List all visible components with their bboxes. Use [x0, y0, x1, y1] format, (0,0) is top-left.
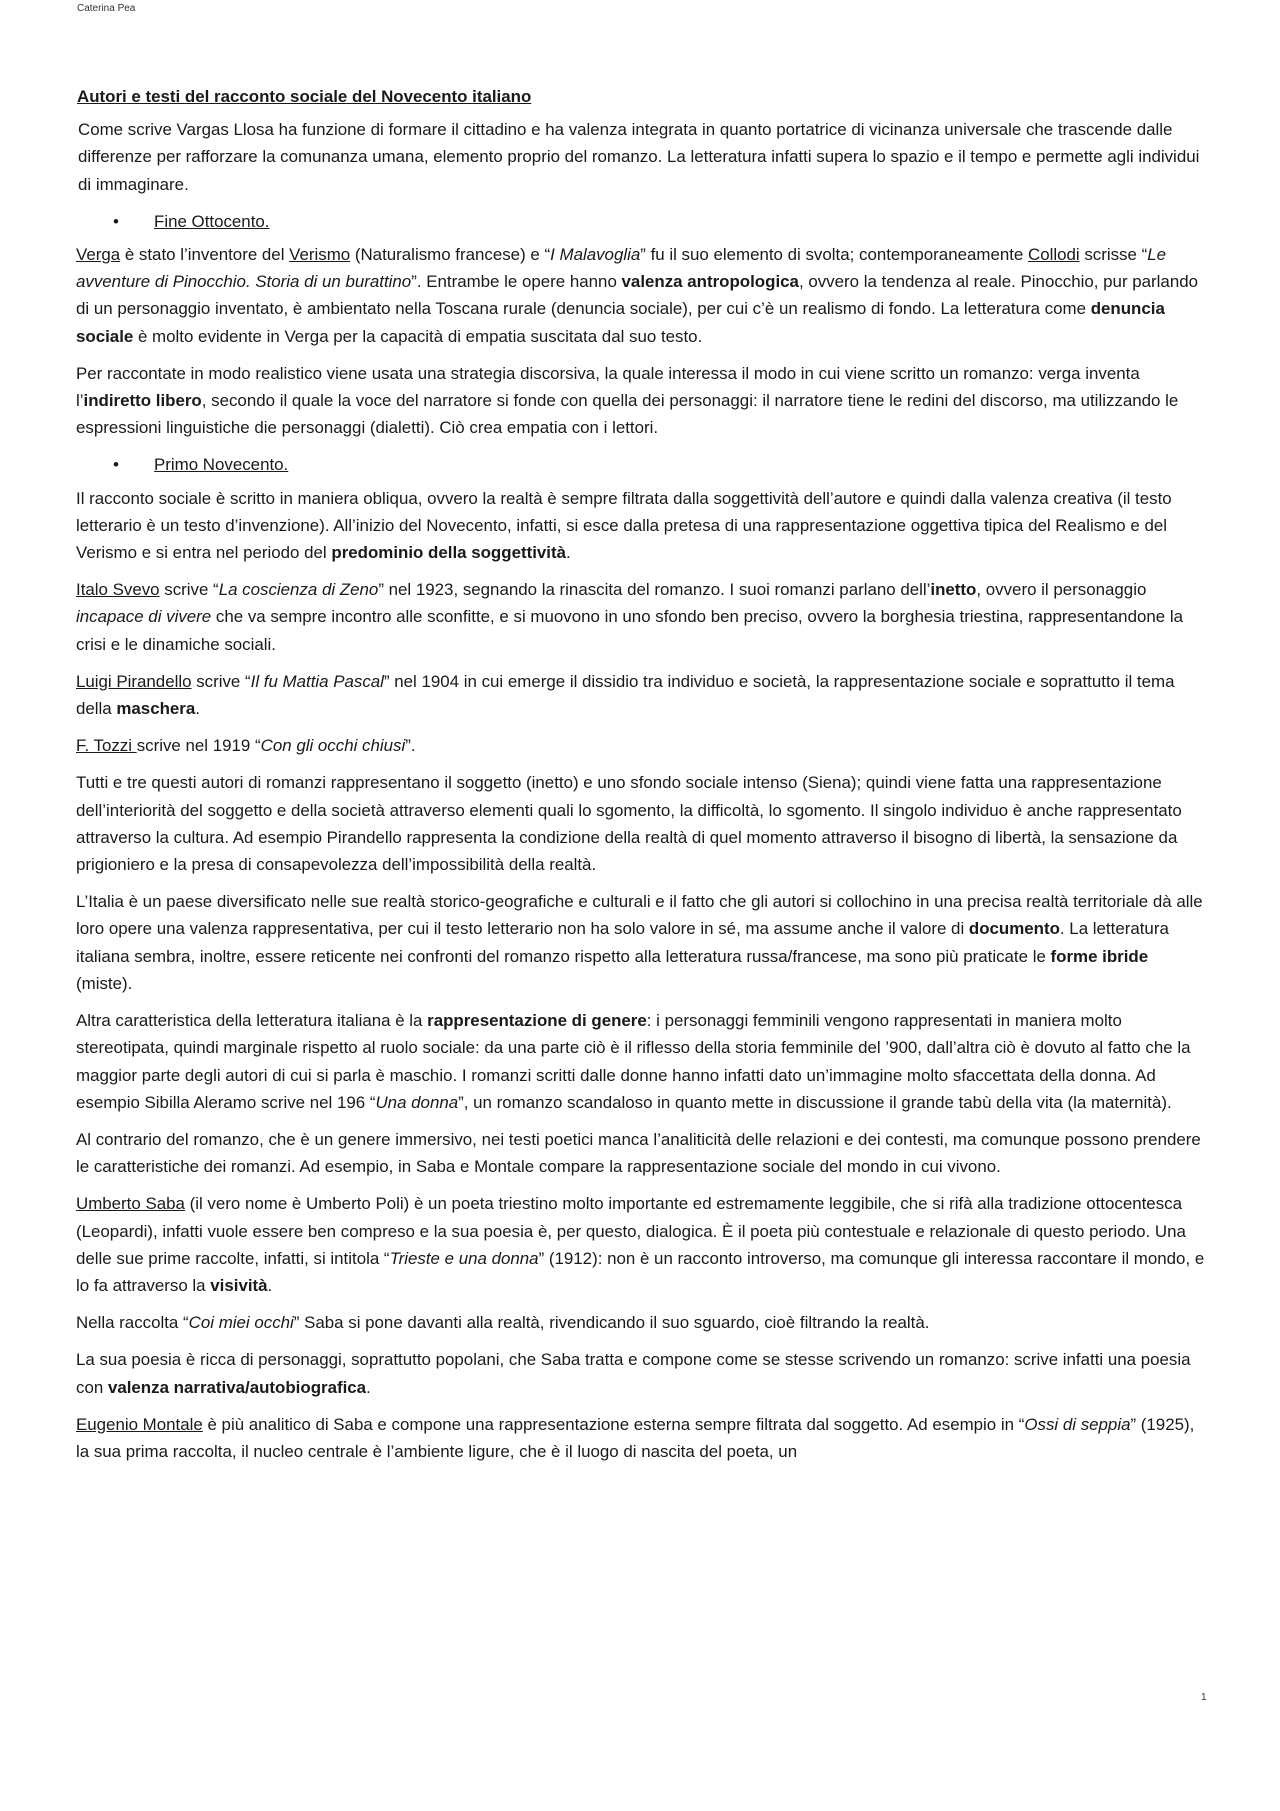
author-collodi: Collodi: [1028, 245, 1080, 265]
author-tozzi: F. Tozzi: [76, 736, 137, 756]
verga-paragraph: Verga è stato l’inventore del Verismo (Naturalismo francese) e “I Malavoglia” fu il suo elemento di svolta; contemporaneamente Collodi scrisse “Le avventure di Pinocchio. Storia di un burattino”. Entrambe le opere hanno valenza antropologica, ovvero la tendenza al reale. Pinocchio, pur parlando di un personaggio inventato, è ambientato nella Toscana rurale (denuncia sociale), per cui c’è un realismo di fondo. La letteratura come denuncia sociale è molto evidente in Verga per la capacità di empatia suscitata dal suo testo.: [76, 245, 1198, 346]
author-verga: Verga: [76, 245, 121, 265]
work-title: La coscienza di Zeno: [218, 580, 379, 600]
key-term: maschera: [116, 699, 196, 719]
work-title: Il fu Mattia Pascal: [250, 671, 384, 691]
section-heading-label: Primo Novecento.: [154, 455, 289, 475]
bullet-icon: •: [113, 455, 119, 475]
strategia-paragraph: Per raccontate in modo realistico viene usata una strategia discorsiva, la quale interessa il modo in cui viene scritto un romanzo: verga inventa l’indiretto libero, secondo il quale la voce del narratore si fonde con quella dei personaggi: il narratore tiene le redini del discorso, ma utilizzando le espressioni linguistiche die personaggi (dialetti). Ciò crea empatia con i lettori.: [76, 363, 1179, 438]
document-body: [76, 83, 1206, 1475]
header-author: Caterina Pea: [77, 3, 136, 14]
racconto-paragraph: Il racconto sociale è scritto in maniera obliqua, ovvero la realtà è sempre filtrata dalla soggettività dell’autore e quindi dalla valenza creativa (il testo letterario è un testo d’invenzione). All’inizio del Novecento, infatti, si esce dalla pretesa di una rappresentazione oggettiva tipica del Realismo e del Verismo e si entra nel periodo del predominio della soggettività.: [76, 488, 1172, 563]
key-phrase: incapace di vivere: [76, 607, 212, 627]
svevo-paragraph: Italo Svevo scrive “La coscienza di Zeno” nel 1923, segnando la rinascita del romanzo. I suoi romanzi parlano dell’inetto, ovvero il personaggio incapace di vivere che va sempre incontro alle sconfitte, e si muovono in uno sfondo ben preciso, ovvero la borghesia triestina, rappresentandone la crisi e le dinamiche sociali.: [76, 580, 1183, 654]
author-saba: Umberto Saba: [76, 1194, 185, 1214]
key-term: indiretto libero: [83, 391, 202, 411]
work-title: I Malavoglia: [550, 245, 641, 265]
tozzi-paragraph: F. Tozzi scrive nel 1919 “Con gli occhi chiusi”.: [76, 736, 416, 756]
work-title: Le avventure di Pinocchio. Storia di un burattino: [76, 245, 1167, 292]
key-term: predominio della soggettività: [331, 543, 567, 563]
section-heading-label: Fine Ottocento.: [154, 211, 270, 231]
work-title: Trieste e una donna: [389, 1248, 539, 1268]
personaggi-paragraph: La sua poesia è ricca di personaggi, soprattutto popolani, che Saba tratta e compone come se stesse scrivendo un romanzo: scrive infatti una poesia con valenza narrativa/autobiografica.: [76, 1350, 1191, 1397]
author-montale: Eugenio Montale: [76, 1414, 203, 1434]
key-term: inetto: [930, 580, 977, 600]
pirandello-paragraph: Luigi Pirandello scrive “Il fu Mattia Pascal” nel 1904 in cui emerge il dissidio tra individuo e società, la rappresentazione sociale e soprattutto il tema della maschera.: [76, 671, 1175, 719]
work-title: Una donna: [375, 1092, 459, 1112]
italia-paragraph: L’Italia è un paese diversificato nelle sue realtà storico-geografiche e culturali e il fatto che gli autori si collochino in una precisa realtà territoriale dà alle loro opere una valenza rappresentativa, per cui il testo letterario non ha solo valore in sé, ma assume anche il valore di documento. La letteratura italiana sembra, inoltre, essere reticente nei confronti del romanzo rispetto alla letteratura russa/francese, ma sono più praticate le forme ibride (miste).: [76, 892, 1203, 993]
saba-paragraph: Umberto Saba (il vero nome è Umberto Poli) è un poeta triestino molto importante ed estremamente leggibile, che si rifà alla tradizione ottocentesca (Leopardi), infatti vuole essere ben compreso e la sua poesia è, per questo, dialogica. È il poeta più contestuale e relazionale di questo periodo. Una delle sue prime raccolte, infatti, si intitola “Trieste e una donna” (1912): non è un racconto introverso, ma comunque gli interessa raccontare il mondo, e lo fa attraverso la visività.: [76, 1194, 1205, 1295]
key-term: forme ibride: [1050, 946, 1149, 966]
key-term: visività: [210, 1275, 268, 1295]
tutti-paragraph: Tutti e tre questi autori di romanzi rappresentano il soggetto (inetto) e uno sfondo sociale intenso (Siena); quindi viene fatta una rappresentazione dell’interiorità del soggetto e della società attraverso elementi quali lo sgomento, la difficoltà, lo sgomento. Il singolo individuo è anche rappresentato attraverso la cultura. Ad esempio Pirandello rappresenta la condizione della realtà di quel momento attraverso il bisogno di libertà, la sensazione da prigioniero e la presa di consapevolezza dell’impossibilità della realtà.: [76, 773, 1182, 875]
bullet-icon: •: [113, 211, 119, 231]
work-title: Coi miei occhi: [188, 1313, 294, 1333]
section-heading-fine-ottocento: [76, 208, 1206, 235]
genere-paragraph: Altra caratteristica della letteratura italiana è la rappresentazione di genere: i personaggi femminili vengono rappresentati in maniera molto stereotipata, quindi marginale rispetto al ruolo sociale: da una parte ciò è il riflesso della storia femminile del ’900, dall’altra ciò è dovuto al fatto che la maggior parte degli autori di cui si parla è maschio. I romanzi scritti dalle donne hanno infatti dato un’immagine molto sfaccettata della donna. Ad esempio Sibilla Aleramo scrive nel 196 “Una donna”, un romanzo scandaloso in quanto mette in discussione il grande tabù della vita (la maternità).: [76, 1011, 1191, 1112]
page-number: 1: [1201, 1692, 1207, 1703]
key-term: documento: [968, 919, 1060, 939]
work-title: Con gli occhi chiusi: [260, 736, 406, 756]
section-heading-primo-novecento: [76, 451, 1206, 478]
key-term: denuncia sociale: [76, 299, 1165, 346]
author-pirandello: Luigi Pirandello: [76, 671, 192, 691]
intro-paragraph: Come scrive Vargas Llosa ha funzione di formare il cittadino e ha valenza integrata in quanto portatrice di vicinanza universale che trascende dalle differenze per rafforzare la comunanza umana, elemento proprio del romanzo. La letteratura infatti supera lo spazio e il tempo e permette agli individui di immaginare.: [78, 120, 1200, 194]
page-title: Autori e testi del racconto sociale del Novecento italiano: [77, 87, 532, 106]
montale-paragraph: Eugenio Montale è più analitico di Saba e compone una rappresentazione esterna sempre filtrata dal soggetto. Ad esempio in “Ossi di seppia” (1925), la sua prima raccolta, il nucleo centrale è l’ambiente ligure, che è il luogo di nascita del poeta, un: [76, 1414, 1195, 1461]
key-term: valenza antropologica: [621, 272, 799, 292]
key-term: valenza narrativa/autobiografica: [107, 1377, 367, 1397]
poesia-paragraph: Al contrario del romanzo, che è un genere immersivo, nei testi poetici manca l’analiticità delle relazioni e dei contesti, ma comunque possono prendere le caratteristiche dei romanzi. Ad esempio, in Saba e Montale compare la rappresentazione sociale del mondo in cui vivono.: [76, 1129, 1201, 1177]
key-term: rappresentazione di genere: [427, 1011, 647, 1031]
term-verismo: Verismo: [289, 245, 351, 265]
occhi-paragraph: Nella raccolta “Coi miei occhi” Saba si pone davanti alla realtà, rivendicando il suo sguardo, cioè filtrando la realtà.: [76, 1313, 930, 1333]
author-svevo: Italo Svevo: [76, 580, 160, 600]
work-title: Ossi di seppia: [1024, 1414, 1131, 1434]
